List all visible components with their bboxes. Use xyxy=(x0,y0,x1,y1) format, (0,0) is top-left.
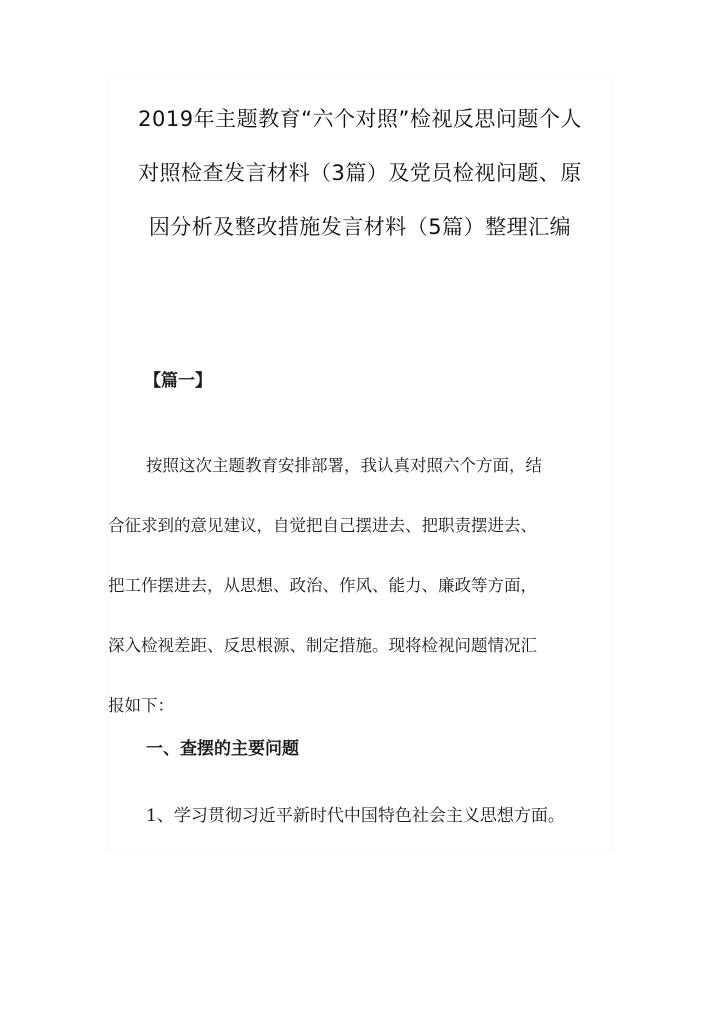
title-line-3: 因分析及整改措施发言材料（5篇）整理汇编 xyxy=(148,215,572,239)
intro-paragraph xyxy=(108,436,612,736)
paragraph-line-5: 报如下： xyxy=(108,696,174,715)
paragraph-line-4: 深入检视差距、反思根源、制定措施。现将检视问题情况汇 xyxy=(108,636,537,655)
paragraph-line-2: 合征求到的意见建议，自觉把自己摆进去、把职责摆进去、 xyxy=(108,516,537,535)
document-title xyxy=(108,92,612,254)
paragraph-line-1: 按照这次主题教育安排部署，我认真对照六个方面，结 xyxy=(146,456,542,475)
paragraph-line-3: 把工作摆进去，从思想、政治、作风、能力、廉政等方面， xyxy=(108,576,537,595)
title-line-2: 对照检查发言材料（3篇）及党员检视问题、原 xyxy=(138,161,582,185)
document-page xyxy=(108,74,612,849)
title-line-1: 2019年主题教育“六个对照”检视反思问题个人 xyxy=(138,107,582,131)
section-heading: 一、查摆的主要问题 xyxy=(146,739,299,759)
section-label: 【篇一】 xyxy=(144,371,212,391)
list-item: 1、学习贯彻习近平新时代中国特色社会主义思想方面。 xyxy=(146,806,565,826)
